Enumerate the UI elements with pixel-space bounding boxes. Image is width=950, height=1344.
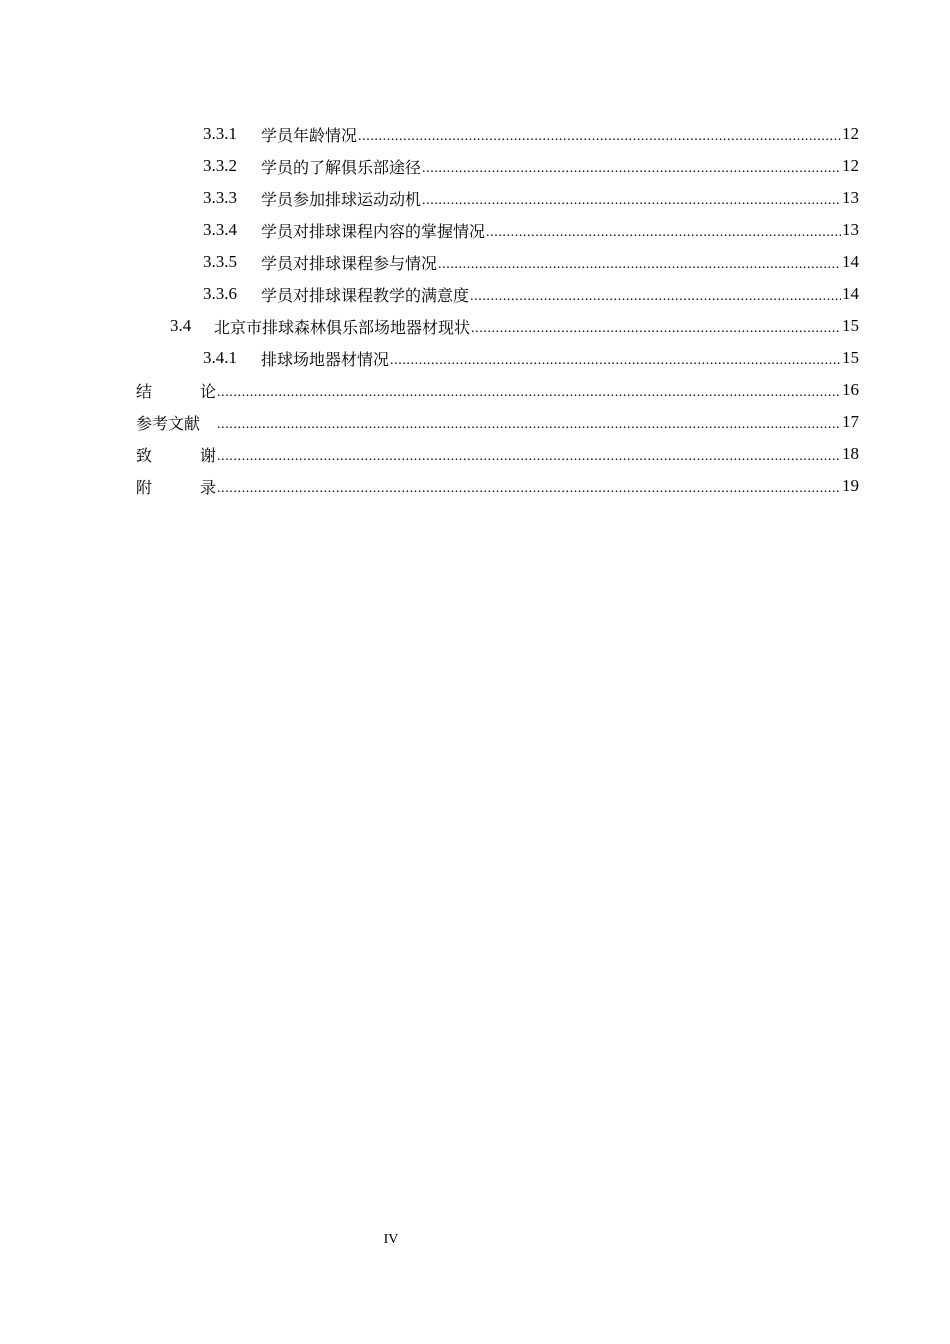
- toc-entry-page: 13: [842, 220, 859, 239]
- toc-dot-leader: [438, 257, 841, 273]
- toc-entry-title: 学员对排球课程参与情况: [261, 253, 438, 273]
- toc-entry-title: 学员年龄情况: [261, 125, 358, 145]
- toc-dot-leader: [422, 161, 841, 177]
- toc-entry-3-3-1[interactable]: [0, 118, 950, 150]
- toc-entry-number: 3.3.6: [203, 284, 237, 303]
- toc-dot-leader: [471, 321, 841, 337]
- toc-entry-number: 3.4: [170, 316, 192, 335]
- toc-entry-3-3-6[interactable]: [0, 278, 950, 310]
- toc-dot-leader: [217, 449, 841, 465]
- toc-entry-title: 学员对排球课程教学的满意度: [261, 285, 470, 305]
- toc-entry-3-4-1[interactable]: [0, 342, 950, 374]
- toc-title-char: 谢: [199, 445, 216, 465]
- toc-title-char: 论: [199, 381, 216, 401]
- toc-entry-references[interactable]: [0, 406, 950, 438]
- toc-dot-leader: [217, 481, 841, 497]
- toc-dot-leader: [390, 353, 841, 369]
- toc-entry-page: 19: [842, 476, 859, 495]
- toc-dot-leader: [470, 289, 841, 305]
- toc-entry-page: 18: [842, 444, 859, 463]
- toc-entry-3-3-3[interactable]: [0, 182, 950, 214]
- toc-entry-title: 北京市排球森林俱乐部场地器材现状: [214, 317, 471, 337]
- toc-entry-acknowledgements[interactable]: [0, 438, 950, 470]
- toc-entry-page: 17: [842, 412, 859, 431]
- toc-entry-title: [136, 475, 216, 498]
- toc-entry-3-3-2[interactable]: [0, 150, 950, 182]
- toc-entry-number: 3.3.1: [203, 124, 237, 143]
- toc-entry-page: 14: [842, 252, 859, 271]
- toc-title-char: 结: [136, 381, 153, 401]
- toc-entry-title: 学员对排球课程内容的掌握情况: [261, 221, 486, 241]
- toc-title-char: 致: [136, 445, 153, 465]
- toc-entry-page: 14: [842, 284, 859, 303]
- toc-entry-page: 12: [842, 124, 859, 143]
- toc-entry-number: 3.3.5: [203, 252, 237, 271]
- toc-entry-page: 12: [842, 156, 859, 175]
- toc-entry-page: 15: [842, 348, 859, 367]
- toc-title-char: 录: [199, 477, 216, 497]
- toc-entry-title: [136, 443, 216, 466]
- toc-title-char: 附: [136, 477, 153, 497]
- toc-dot-leader: [422, 193, 841, 209]
- toc-entry-3-3-4[interactable]: [0, 214, 950, 246]
- toc-entry-title: 学员参加排球运动动机: [261, 189, 422, 209]
- toc-entry-title: 参考文献: [136, 413, 201, 433]
- toc-dot-leader: [486, 225, 841, 241]
- toc-dot-leader: [217, 417, 841, 433]
- toc-entry-conclusion[interactable]: [0, 374, 950, 406]
- toc-dot-leader: [358, 129, 841, 145]
- toc-entry-appendix[interactable]: [0, 470, 950, 502]
- toc-entry-title: 排球场地器材情况: [261, 349, 390, 369]
- toc-dot-leader: [217, 385, 841, 401]
- toc-entry-page: 16: [842, 380, 859, 399]
- toc-entry-number: 3.4.1: [203, 348, 237, 367]
- toc-entry-page: 15: [842, 316, 859, 335]
- toc-entry-number: 3.3.3: [203, 188, 237, 207]
- table-of-contents: [0, 118, 950, 502]
- toc-entry-3-3-5[interactable]: [0, 246, 950, 278]
- toc-entry-page: 13: [842, 188, 859, 207]
- toc-entry-number: 3.3.4: [203, 220, 237, 239]
- toc-entry-title: 学员的了解俱乐部途径: [261, 157, 422, 177]
- toc-entry-number: 3.3.2: [203, 156, 237, 175]
- page-number: IV: [383, 1232, 399, 1247]
- toc-entry-title: [136, 379, 216, 402]
- toc-entry-3-4[interactable]: [0, 310, 950, 342]
